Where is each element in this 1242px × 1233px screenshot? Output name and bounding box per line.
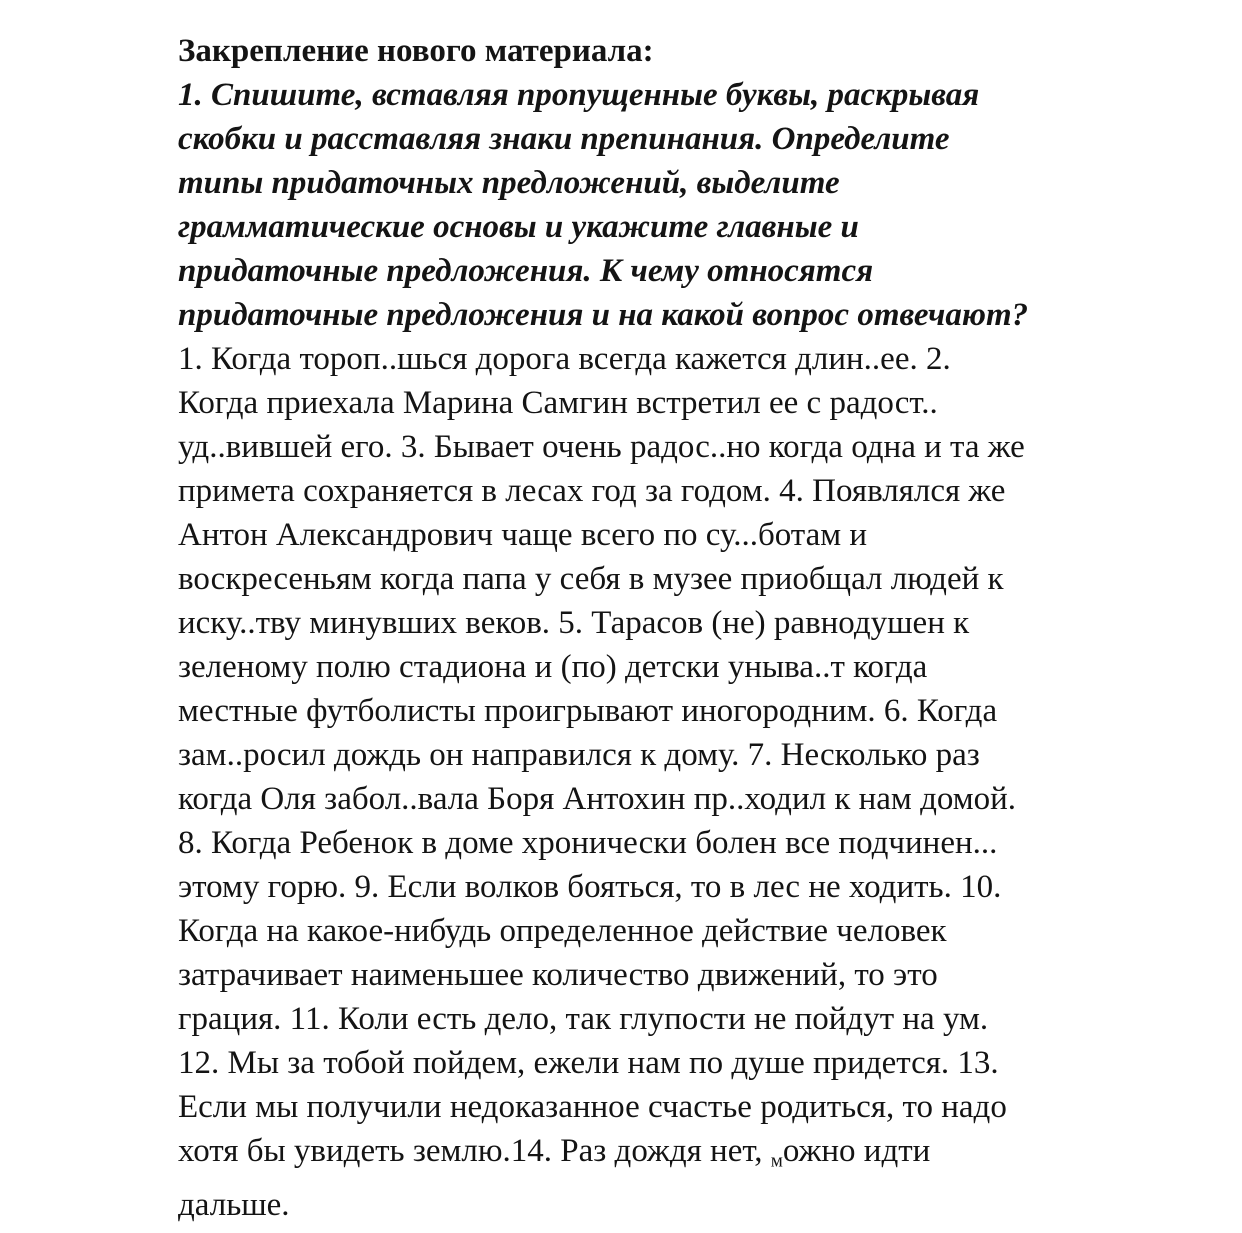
text-line: 8. Когда Ребенок в доме хронически болен все подчинен... xyxy=(178,825,998,861)
text-line: Когда приехала Марина Самгин встретил ее с радост.. xyxy=(178,385,938,421)
text-line: когда Оля забол..вала Боря Антохин пр..ходил к нам домой. xyxy=(178,781,1017,817)
text-line: 12. Мы за тобой пойдем, ежели нам по душе придется. 13. xyxy=(178,1045,999,1081)
subscript-letter: м xyxy=(770,1150,783,1172)
text-line: типы придаточных предложений, выделите xyxy=(178,165,840,201)
text-line: дальше. xyxy=(178,1187,290,1224)
text-line: зам..росил дождь он направился к дому. 7. Несколько раз xyxy=(178,737,980,773)
text-line: зеленому полю стадиона и (по) детски уныва..т когда xyxy=(178,649,928,685)
text-line: Антон Александрович чаще всего по су...ботам и xyxy=(178,517,868,553)
text-line: уд..вившей его. 3. Бывает очень радос..но когда одна и та же xyxy=(178,429,1025,465)
text-line: затрачивает наименьшее количество движений, то это xyxy=(178,957,938,993)
text-line: примета сохраняется в лесах год за годом. 4. Появлялся же xyxy=(178,473,1006,509)
text-line: воскресеньям когда папа у себя в музее приобщал людей к xyxy=(178,561,1004,597)
text-line: иску..тву минувших веков. 5. Тарасов (не) равнодушен к xyxy=(178,605,970,641)
text-line: придаточные предложения и на какой вопрос отвечают? xyxy=(178,297,1029,333)
text-line: Если мы получили недоказанное счастье родиться, то надо xyxy=(178,1089,1007,1125)
document-content xyxy=(178,29,1188,1227)
task-instructions xyxy=(178,73,1188,337)
text-line: Когда на какое-нибудь определенное действие человек xyxy=(178,913,947,949)
text-line: хотя бы увидеть землю.14. Раз дождя нет, $_м$ожно идти xyxy=(178,1133,931,1172)
section-heading: Закрепление нового материала: xyxy=(178,33,654,69)
text-line: 1. Спишите, вставляя пропущенные буквы, раскрывая xyxy=(178,77,980,113)
text-line: этому горю. 9. Если волков бояться, то в лес не ходить. 10. xyxy=(178,869,1002,905)
text-line: 1. Когда тороп..шься дорога всегда кажется длин..ее. 2. xyxy=(178,341,951,377)
text-line: скобки и расставляя знаки препинания. Определите xyxy=(178,121,950,157)
text-line: грация. 11. Коли есть дело, так глупости не пойдут на ум. xyxy=(178,1001,989,1037)
text-line: грамматические основы и укажите главные и xyxy=(178,209,859,245)
text-line: придаточные предложения. К чему относятся xyxy=(178,253,874,289)
text-line: местные футболисты проигрывают иногородним. 6. Когда xyxy=(178,693,998,729)
exercise-sentences xyxy=(178,337,1188,1227)
